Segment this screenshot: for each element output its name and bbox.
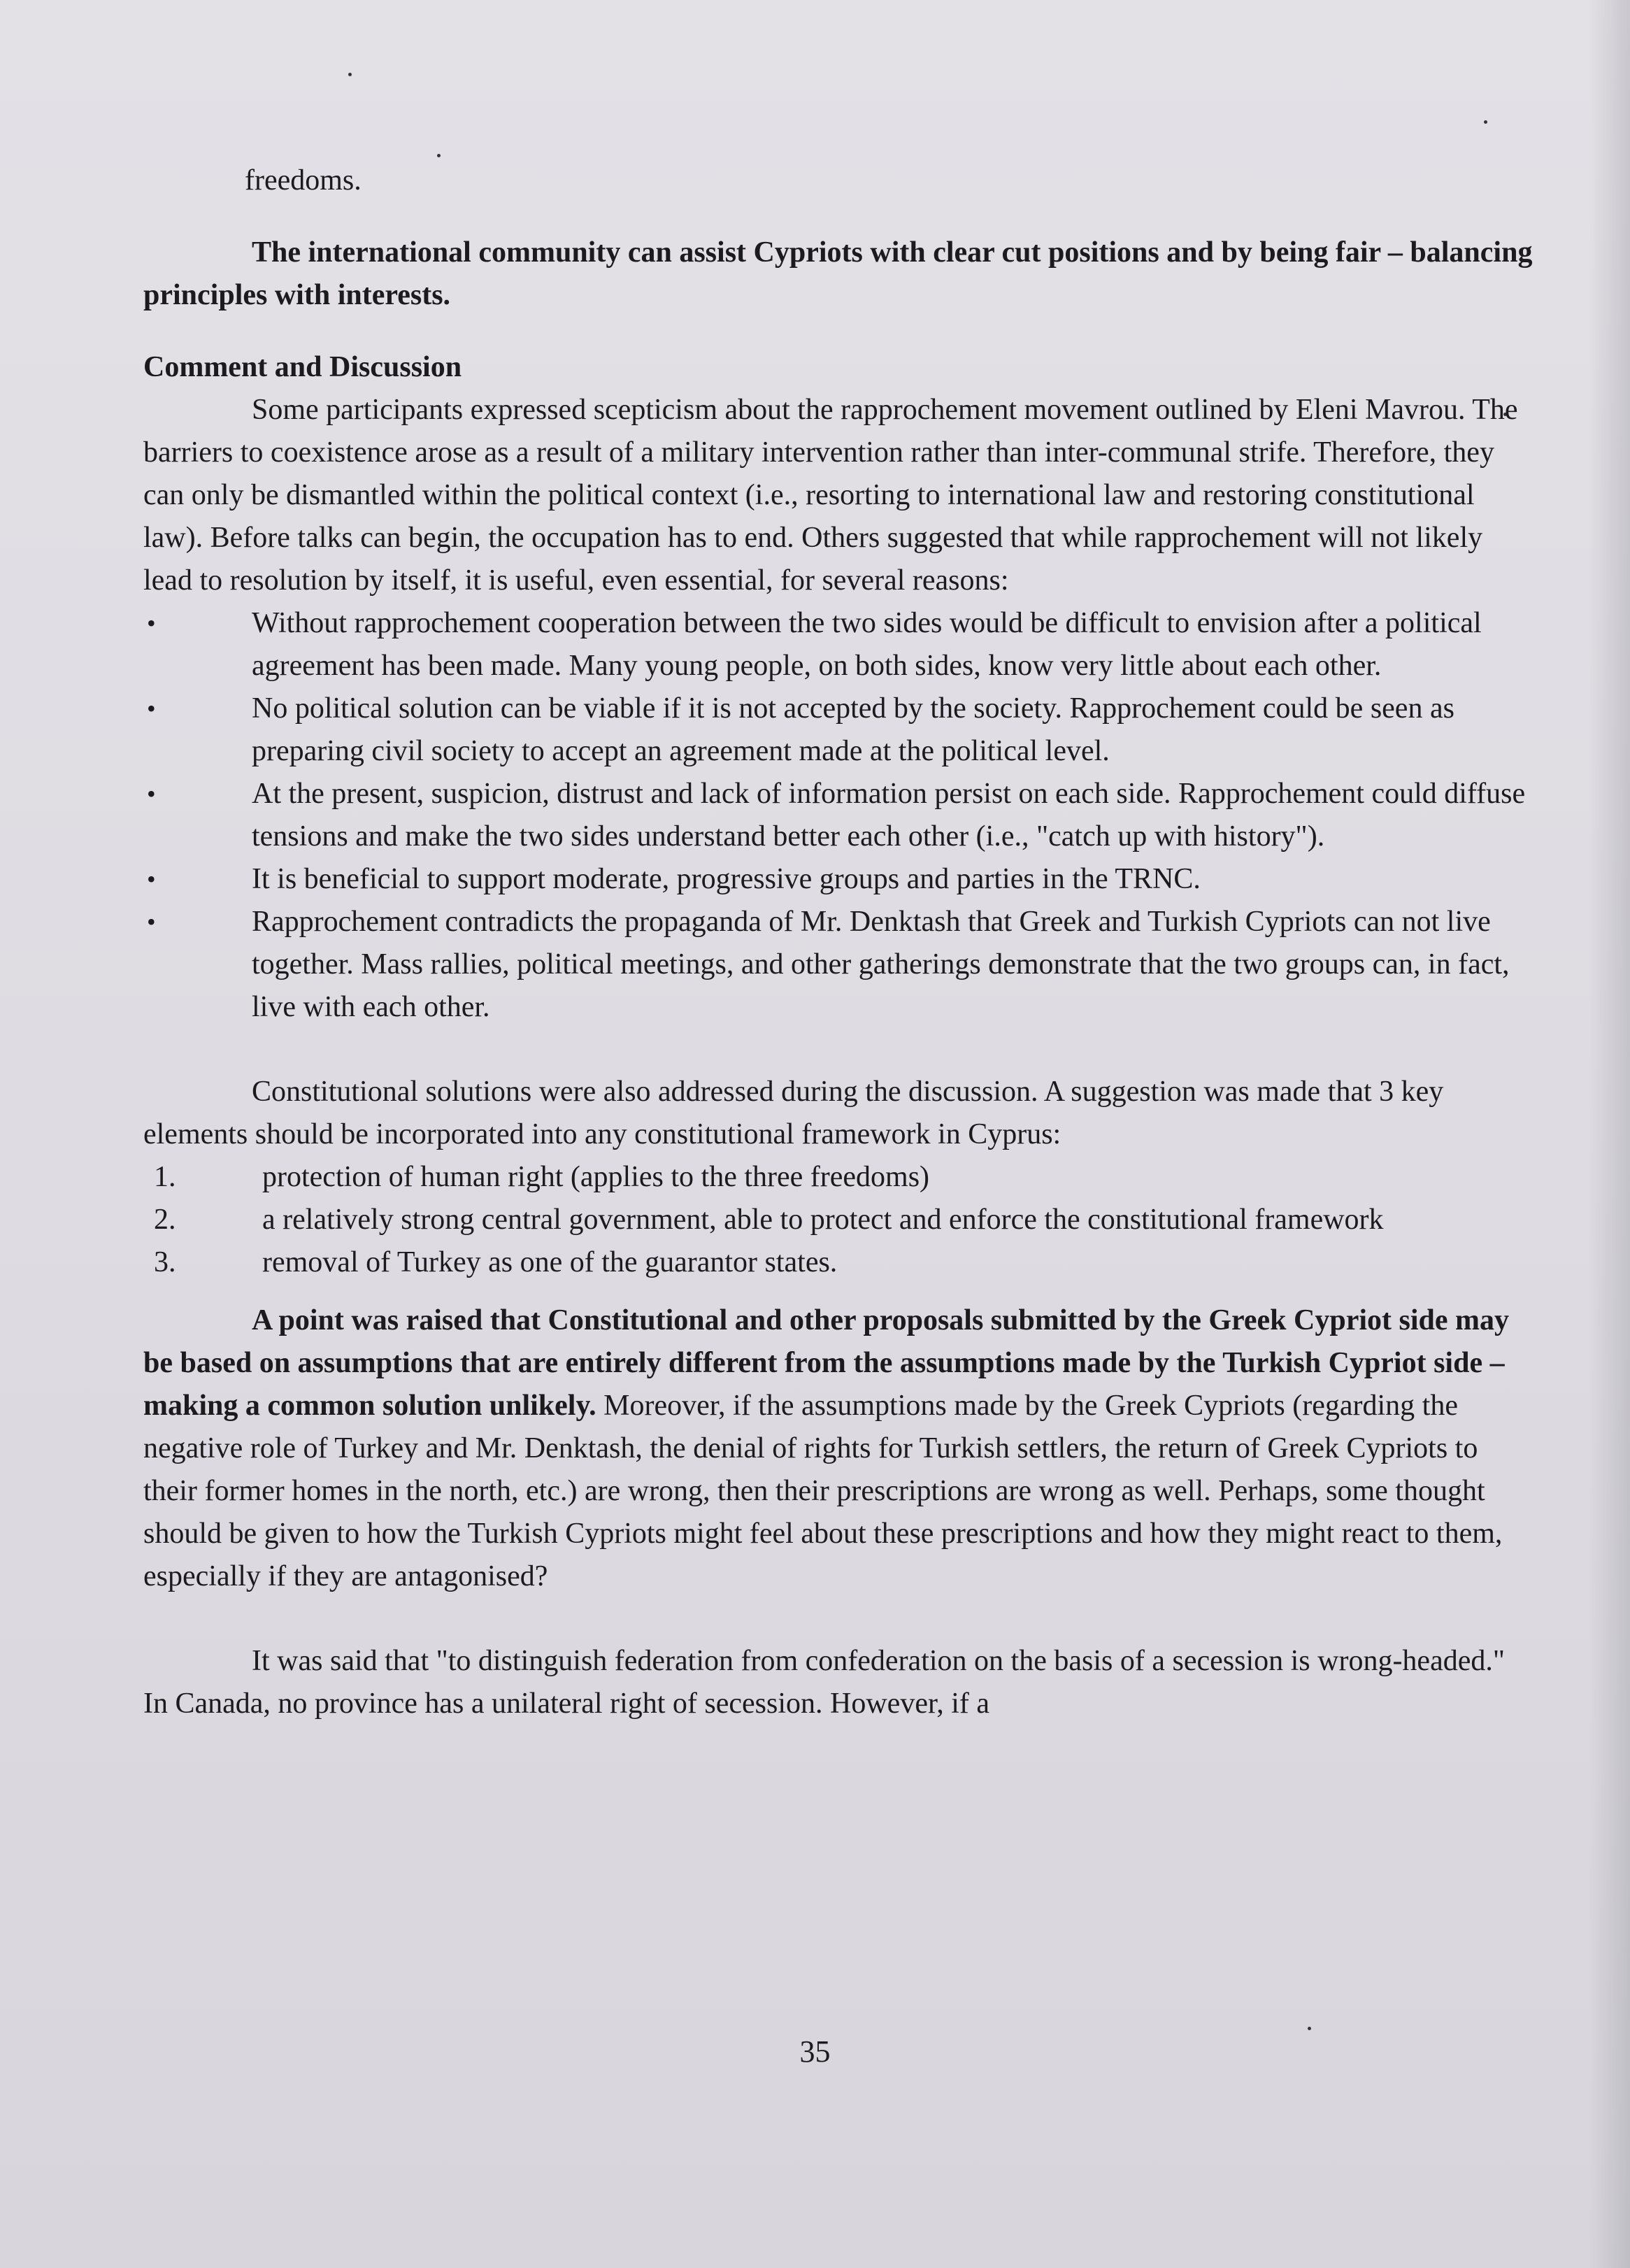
bullet-icon: • (147, 609, 156, 637)
list-item-text: No political solution can be viable if it is not accepted by the society. Rapprochement could be seen as preparing civil society to accept an agreement made at the political level. (252, 692, 1454, 767)
list-number: 3. (154, 1246, 176, 1278)
key-elements-list (143, 1156, 1535, 1284)
list-item-text: It is beneficial to support moderate, progressive groups and parties in the TRNC. (252, 863, 1201, 895)
discussion-paragraph: Some participants expressed scepticism about the rapprochement movement outlined by Eleni Mavrou. The barriers to coexistence arose as a result of a military intervention rather than inter-communal strife. Therefore, they can only be dismantled within the political context (i.e., resorting to international law and restoring constitutional law). Before talks can begin, the occupation has to end. Others suggested that while rapprochement will not likely lead to resolution by itself, it is useful, even essential, for several reasons: (143, 394, 1518, 597)
list-item (143, 1241, 1535, 1284)
bullet-icon: • (147, 780, 156, 808)
list-item-text: a relatively strong central government, able to protect and enforce the constitutional framework (262, 1204, 1384, 1236)
list-item-text: protection of human right (applies to the three freedoms) (262, 1161, 930, 1193)
dust-speck (437, 154, 441, 157)
bullet-icon: • (147, 865, 156, 893)
list-item (143, 901, 1535, 1029)
page-body (143, 159, 1535, 1725)
constitutional-paragraph: Constitutional solutions were also addressed during the discussion. A suggestion was made that 3 key elements should be incorporated into any constitutional framework in Cyprus: (143, 1076, 1444, 1150)
list-number: 2. (154, 1204, 176, 1236)
list-item (143, 773, 1535, 858)
list-item-text: At the present, suspicion, distrust and lack of information persist on each side. Rapprochement could diffuse tensions and make the two sides understand better each other (i.e., "catch up with history"). (252, 778, 1526, 853)
dust-speck (1484, 120, 1487, 124)
list-item-text: Without rapprochement cooperation between the two sides would be difficult to envision after a political agreement has been made. Many young people, on both sides, know very little about each other. (252, 607, 1482, 682)
list-number: 1. (154, 1161, 176, 1193)
list-item (143, 602, 1535, 687)
bullet-icon: • (147, 908, 156, 936)
reasons-list (143, 602, 1535, 1029)
page-edge-shadow (1588, 0, 1630, 2268)
bullet-icon: • (147, 694, 156, 722)
list-item-text: removal of Turkey as one of the guarantor states. (262, 1246, 838, 1278)
list-item (143, 1156, 1535, 1199)
federation-paragraph: It was said that "to distinguish federation from confederation on the basis of a secession is wrong-headed." In Canada, no province has a unilateral right of secession. However, if a (143, 1645, 1505, 1720)
list-item (143, 687, 1535, 773)
section-heading: Comment and Discussion (143, 351, 462, 383)
dust-speck (1308, 2027, 1311, 2030)
assumptions-text: Moreover, if the assumptions made by the Greek Cypriots (regarding the negative role of Turkey and Mr. Denktash, the denial of rights for Turkish settlers, the return of Greek Cypriots to their former homes in the north, etc.) are wrong, then their prescriptions are wrong as well. Perhaps, some thought should be given to how the Turkish Cypriots might feel about these prescriptions and how they might react to them, especially if they are antagonised? (143, 1390, 1503, 1592)
list-item (143, 1199, 1535, 1241)
assumptions-bold-text: A point was raised that Constitutional and other proposals submitted by the Greek Cypriot side may be based on assumptions that are entirely different from the assumptions made by the Turkish Cypriot side – making a common solution unlikely. (143, 1304, 1510, 1422)
list-item-text: Rapprochement contradicts the propaganda of Mr. Denktash that Greek and Turkish Cypriots can not live together. Mass rallies, political meetings, and other gatherings demonstrate that the two groups can, in fact, live with each other. (252, 906, 1510, 1023)
key-point-paragraph: The international community can assist Cypriots with clear cut positions and by being fair – balancing principles with interests. (143, 236, 1533, 311)
continued-fragment: freedoms. (245, 164, 362, 197)
page-number: 35 (799, 2034, 831, 2069)
list-item (143, 858, 1535, 901)
assumptions-paragraph (143, 1299, 1535, 1598)
dust-speck (348, 73, 352, 76)
